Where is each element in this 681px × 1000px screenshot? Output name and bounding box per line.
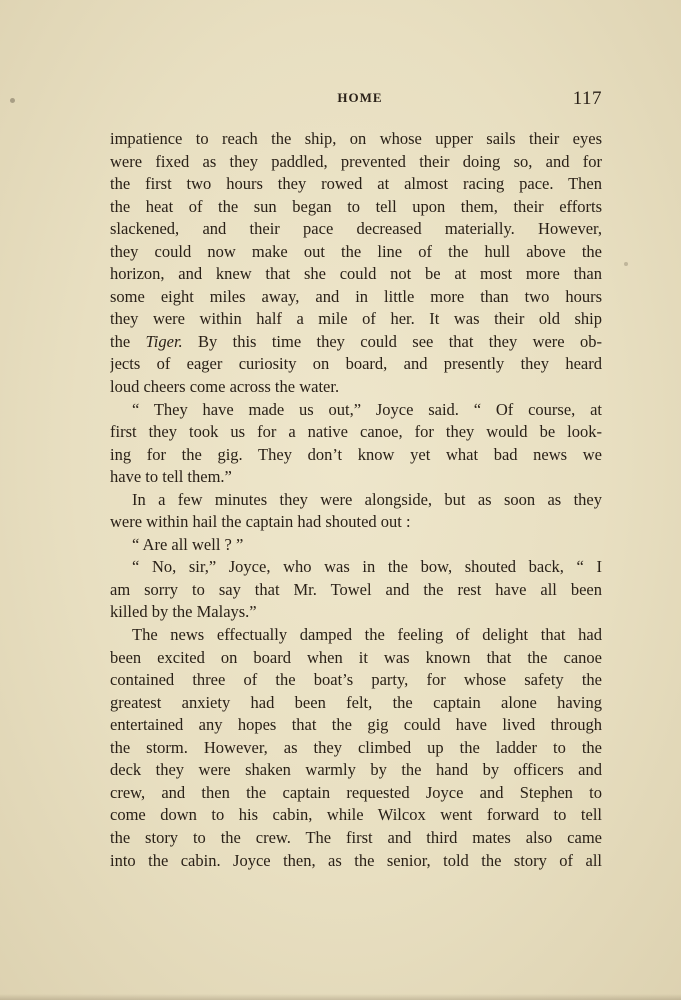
text-line: The news effectually damped the feeling of delight that had — [132, 625, 602, 645]
text-line: they were within half a mile of her. It was their old ship — [110, 309, 602, 329]
text-line: jects of eager curiosity on board, and presently they heard — [110, 354, 602, 374]
text-line: come down to his cabin, while Wilcox went forward to tell — [110, 805, 602, 825]
text-segment: the — [110, 331, 146, 351]
paper-speck — [10, 98, 15, 103]
text-line: deck they were shaken warmly by the hand by officers and — [110, 760, 602, 780]
text-line: horizon, and knew that she could not be at most more than — [110, 264, 602, 284]
page-header — [110, 88, 602, 110]
text-line: some eight miles away, and in little more than two hours — [110, 286, 602, 306]
text-line: they could now make out the line of the hull above the — [110, 241, 602, 261]
running-head: HOME — [337, 90, 383, 105]
text-line: the story to the crew. The first and third mates also came — [110, 827, 602, 847]
text-line: ing for the gig. They don’t know yet what bad news we — [110, 444, 602, 464]
text-line: “ They have made us out,” Joyce said. “ Of course, at — [132, 399, 602, 419]
text-line: greatest anxiety had been felt, the captain alone having — [110, 692, 602, 712]
text-line: were within hail the captain had shouted out : — [110, 512, 411, 532]
text-line: the first two hours they rowed at almost racing pace. Then — [110, 174, 602, 194]
text-line: “ Are all well ? ” — [132, 534, 244, 554]
page-edge-shadow — [0, 994, 681, 1000]
text-line: have to tell them.” — [110, 467, 232, 487]
text-line: slackened, and their pace decreased materially. However, — [110, 219, 602, 239]
text-line: killed by the Malays.” — [110, 602, 257, 622]
text-line: crew, and then the captain requested Joyce and Stephen to — [110, 782, 602, 802]
text-line: were fixed as they paddled, prevented their doing so, and for — [110, 151, 602, 171]
text-line: first they took us for a native canoe, for they would be look- — [110, 422, 602, 442]
text-line: been excited on board when it was known that the canoe — [110, 647, 602, 667]
text-line: impatience to reach the ship, on whose upper sails their eyes — [110, 129, 602, 148]
text-line: entertained any hopes that the gig could have lived through — [110, 715, 602, 735]
text-line: the storm. However, as they climbed up the ladder to the — [110, 737, 602, 757]
paper-speck — [624, 262, 628, 266]
text-line: the heat of the sun began to tell upon them, their efforts — [110, 196, 602, 216]
body-text — [110, 128, 602, 872]
ship-name: Tiger. — [145, 331, 183, 351]
text-line: contained three of the boat’s party, for whose safety the — [110, 670, 602, 690]
text-line: am sorry to say that Mr. Towel and the rest have all been — [110, 579, 602, 599]
text-line — [110, 331, 602, 354]
text-line: loud cheers come across the water. — [110, 377, 340, 397]
text-line: In a few minutes they were alongside, but as soon as they — [132, 489, 602, 509]
text-line: into the cabin. Joyce then, as the senior, told the story of all — [110, 850, 602, 870]
text-line: “ No, sir,” Joyce, who was in the bow, shouted back, “ I — [132, 557, 602, 577]
page-number: 117 — [572, 88, 602, 109]
text-segment: By this time they could see that they were ob- — [182, 331, 602, 351]
